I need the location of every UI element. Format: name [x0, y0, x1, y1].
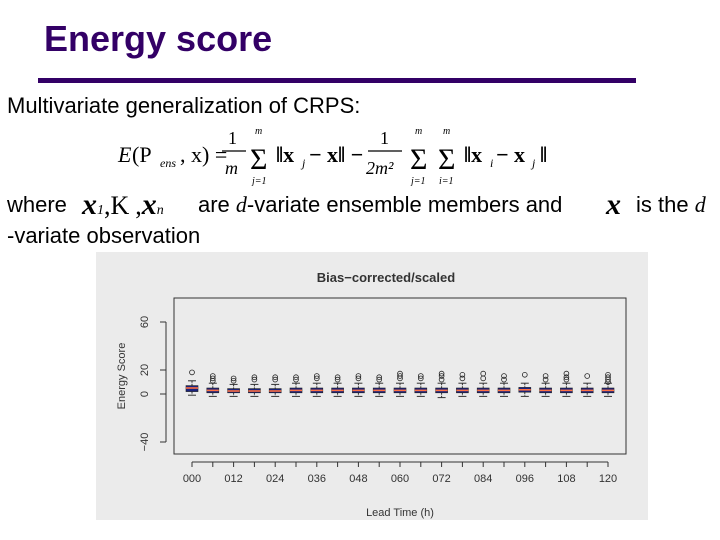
- term1-rest: − x‖ −: [309, 142, 364, 167]
- formula-ens-sub: ens: [160, 156, 176, 170]
- term2-sub-j: j: [532, 156, 536, 170]
- term1-sub: j: [302, 156, 306, 170]
- energy-score-boxplot: [96, 252, 648, 520]
- term2-mid: − x: [496, 142, 526, 167]
- term2-sub-i: i: [490, 156, 494, 170]
- y-tick-label: 60: [139, 315, 151, 329]
- frac2-num: 1: [380, 128, 389, 148]
- chart-title: Bias−corrected/scaled: [316, 270, 456, 285]
- member-comma2: ,: [135, 191, 142, 220]
- x-tick-label: 024: [266, 473, 285, 485]
- formula-lhs-rest: , x) =: [180, 142, 228, 167]
- x-tick-label: 060: [390, 473, 410, 485]
- x-axis-label: Lead Time (h): [366, 507, 434, 519]
- term2: ‖x: [464, 142, 483, 167]
- are-text: [198, 192, 562, 218]
- member-dots: K: [110, 191, 130, 220]
- variate-ensemble-text: -variate ensemble members and: [246, 192, 563, 217]
- members-notation: [82, 188, 164, 222]
- is-the-words: is the: [636, 192, 689, 217]
- y-axis-label: Energy Score: [116, 342, 128, 410]
- sum3-bot: i=1: [439, 176, 454, 186]
- term2-end: ‖: [540, 142, 548, 167]
- frac2-den: 2m²: [366, 158, 394, 178]
- sum2-bot: j=1: [411, 176, 426, 186]
- slide-subtitle: Multivariate generalization of CRPS:: [7, 93, 361, 118]
- boxplot-svg: [96, 252, 648, 520]
- member-xn: x: [141, 188, 157, 221]
- frac1-num: 1: [228, 128, 237, 148]
- sum2-sigma: Σ: [410, 143, 428, 176]
- formula-args: (P: [132, 142, 152, 167]
- y-tick-label: −40: [139, 432, 151, 452]
- sum2-top: m: [415, 126, 423, 137]
- x-tick-label: 000: [182, 473, 202, 485]
- x-tick-label: 012: [224, 473, 243, 485]
- sum1-bot: j=1: [252, 176, 267, 186]
- sum1-sigma: Σ: [250, 143, 268, 176]
- member-xn-sub: n: [156, 203, 164, 218]
- frac1-den: m: [225, 158, 238, 178]
- obs-symbol: x: [606, 188, 621, 221]
- x-tick-label: 072: [432, 473, 451, 485]
- x-tick-label: 084: [474, 473, 493, 485]
- formula-E: E: [118, 142, 132, 167]
- term1: ‖x: [276, 142, 295, 167]
- sum3-top: m: [443, 126, 451, 137]
- are-word: are: [198, 192, 230, 217]
- sum1-top: m: [255, 126, 263, 137]
- x-tick-label: 036: [307, 473, 326, 485]
- x-tick-label: 108: [557, 473, 576, 485]
- x-tick-label: 096: [515, 473, 534, 485]
- where-label: where: [7, 192, 67, 217]
- d-variable-2: d: [694, 192, 706, 217]
- energy-score-formula: [112, 122, 552, 186]
- x-tick-label: 120: [598, 473, 618, 485]
- y-tick-label: 20: [139, 363, 151, 377]
- title-underline: [38, 78, 636, 83]
- variate-observation-text: -variate observation: [7, 223, 201, 248]
- member-comma: ,: [104, 191, 111, 220]
- y-tick-label: 0: [139, 390, 151, 398]
- slide-title: Energy score: [44, 18, 273, 59]
- d-variable-1: d: [235, 192, 247, 217]
- sum3-sigma: Σ: [438, 143, 456, 176]
- x-tick-label: 048: [349, 473, 368, 485]
- member-x1-sub: 1: [97, 203, 104, 218]
- is-the-text: [636, 192, 706, 218]
- member-x1: x: [82, 188, 97, 221]
